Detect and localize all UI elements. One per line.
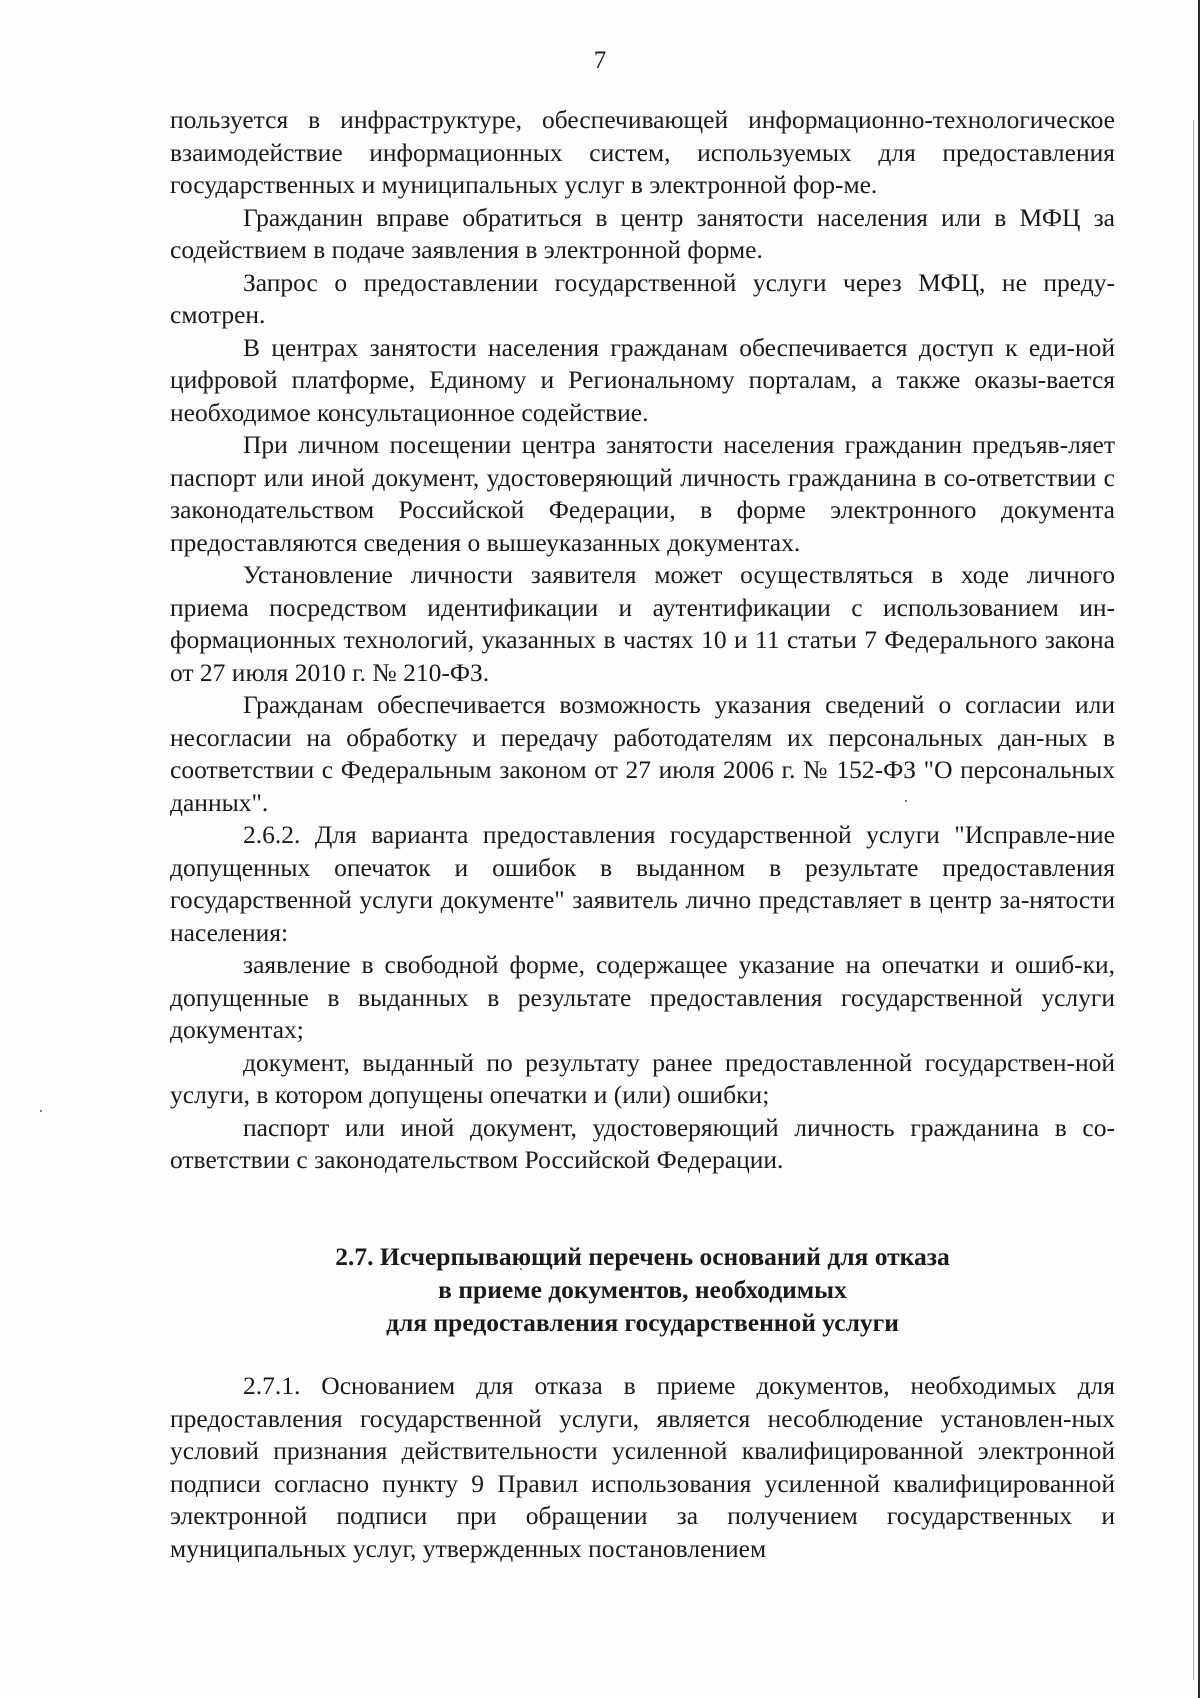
section-heading-line: 2.7. Исчерпывающий перечень оснований для отказа [335,1242,950,1271]
scan-speck [40,1110,42,1112]
section-heading-line: в приеме документов, необходимых [438,1275,847,1304]
list-item: паспорт или иной документ, удостоверяющий личность гражданина в со-ответствии с законодательством Российской Федерации. [170,1112,1115,1174]
paragraph: При личном посещении центра занятости населения гражданин предъяв-ляет паспорт или иной документ, удостоверяющий личность гражданина в со-ответствии с законодательством Российской Федерации, в форме электронного документа предоставляются сведения о вышеуказанных документах. [170,430,1115,557]
paragraph: Установление личности заявителя может осуществляться в ходе личного приема посредством идентификации и аутентификации с использованием ин-формационных технологий, указанных в частях 10 и 11 статьи 7 Федерального закона от 27 июля 2010 г. № 210-ФЗ. [170,560,1115,687]
paragraph: Запрос о предоставлении государственной услуги через МФЦ, не преду-смотрен. [170,267,1115,329]
section-heading-line: для предоставления государственной услуги [386,1308,899,1337]
section-text [170,1370,1115,1565]
body-text [170,104,1115,1177]
paragraph: 2.7.1. Основанием для отказа в приеме документов, необходимых для предоставления государственной услуги, является несоблюдение установлен-ных условий признания действительности усиленной квалифицированной электронной подписи согласно пункту 9 Правил использования усиленной квалифицированной электронной подписи при обращении за получением государственных и муниципальных услуг, утвержденных постановлением [170,1371,1115,1563]
section-heading [170,1240,1115,1339]
paragraph: пользуется в инфраструктуре, обеспечивающей информационно-технологическое взаимодействие информационных систем, используемых для предоставления государственных и муниципальных услуг в электронной фор-ме. [170,105,1115,199]
paragraph: 2.6.2. Для варианта предоставления государственной услуги "Исправле-ние допущенных опечаток и ошибок в выданном в результате предоставления государственной услуги документе" заявитель лично представляет в центр за-нятости населения: [170,820,1115,947]
list-item: заявление в свободной форме, содержащее указание на опечатки и ошиб-ки, допущенные в выданных в результате предоставления государственной услуги документах; [170,950,1115,1044]
paragraph: В центрах занятости населения гражданам обеспечивается доступ к еди-ной цифровой платформе, Единому и Региональному порталам, а также оказы-вается необходимое консультационное содействие. [170,332,1115,427]
paragraph: Гражданам обеспечивается возможность указания сведений о согласии или несогласии на обработку и передачу работодателям их персональных дан-ных в соответствии с Федеральным законом от 27 июля 2006 г. № 152-ФЗ "О персональных данных". [170,690,1115,817]
paragraph: Гражданин вправе обратиться в центр занятости населения или в МФЦ за содействием в подаче заявления в электронной форме. [170,202,1115,264]
page-number: 7 [593,47,607,74]
scan-edge-shadow [1193,120,1194,1680]
list-item: документ, выданный по результату ранее предоставленной государствен-ной услуги, в котором допущены опечатки и (или) ошибки; [170,1047,1115,1109]
